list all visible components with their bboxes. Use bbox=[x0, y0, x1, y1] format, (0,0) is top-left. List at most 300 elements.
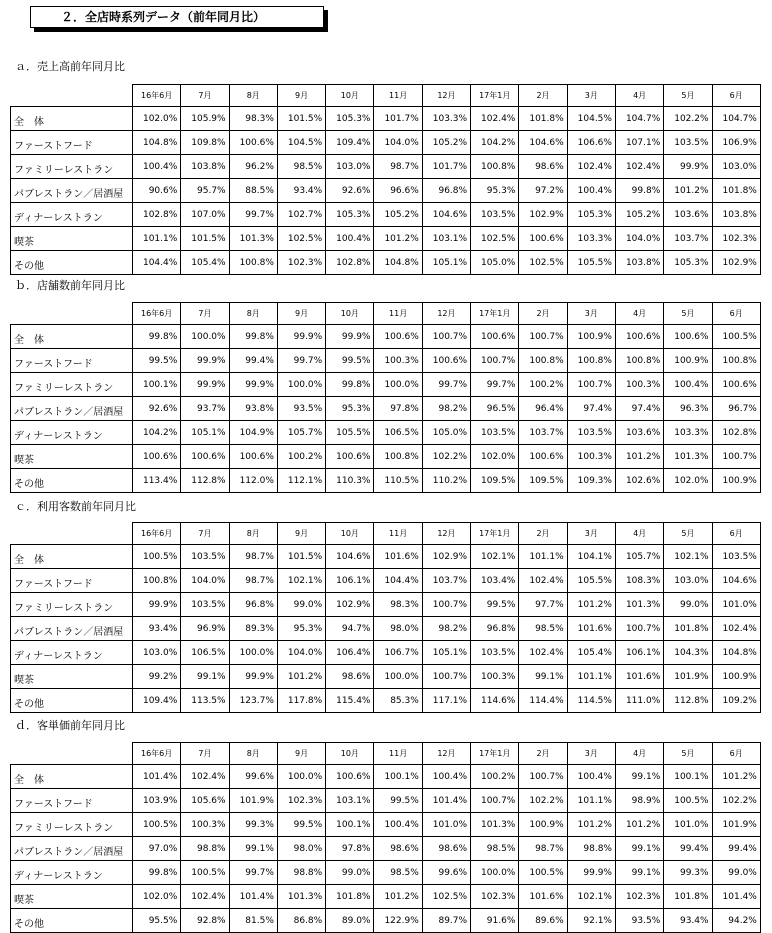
month-header: 4月 bbox=[615, 85, 663, 107]
value-cell: 103.5% bbox=[181, 593, 229, 617]
month-header: 16年6月 bbox=[133, 523, 181, 545]
value-cell: 109.2% bbox=[712, 689, 760, 713]
value-cell: 109.4% bbox=[133, 689, 181, 713]
value-cell: 104.8% bbox=[712, 641, 760, 665]
value-cell: 101.1% bbox=[567, 665, 615, 689]
value-cell: 104.8% bbox=[374, 251, 422, 275]
value-cell: 105.2% bbox=[422, 131, 470, 155]
value-cell: 109.8% bbox=[181, 131, 229, 155]
category-label: 全 体 bbox=[11, 545, 133, 569]
value-cell: 105.3% bbox=[326, 203, 374, 227]
value-cell: 99.1% bbox=[615, 861, 663, 885]
value-cell: 101.2% bbox=[567, 813, 615, 837]
value-cell: 96.6% bbox=[374, 179, 422, 203]
value-cell: 99.9% bbox=[229, 665, 277, 689]
value-cell: 100.5% bbox=[133, 545, 181, 569]
category-label: 全 体 bbox=[11, 107, 133, 131]
value-cell: 101.2% bbox=[615, 813, 663, 837]
value-cell: 98.0% bbox=[374, 617, 422, 641]
value-cell: 103.5% bbox=[181, 545, 229, 569]
value-cell: 100.8% bbox=[374, 445, 422, 469]
value-cell: 110.3% bbox=[326, 469, 374, 493]
value-cell: 100.5% bbox=[712, 325, 760, 349]
table-row bbox=[11, 397, 761, 421]
value-cell: 99.1% bbox=[615, 837, 663, 861]
category-label: 全 体 bbox=[11, 765, 133, 789]
value-cell: 99.6% bbox=[229, 765, 277, 789]
month-header: 9月 bbox=[277, 523, 325, 545]
month-header: 7月 bbox=[181, 303, 229, 325]
value-cell: 97.4% bbox=[615, 397, 663, 421]
value-cell: 99.0% bbox=[277, 593, 325, 617]
value-cell: 100.0% bbox=[181, 325, 229, 349]
category-label: 全 体 bbox=[11, 325, 133, 349]
value-cell: 97.7% bbox=[519, 593, 567, 617]
value-cell: 100.0% bbox=[277, 373, 325, 397]
value-cell: 104.0% bbox=[181, 569, 229, 593]
month-header: 4月 bbox=[615, 303, 663, 325]
value-cell: 99.7% bbox=[277, 349, 325, 373]
value-cell: 101.7% bbox=[422, 155, 470, 179]
value-cell: 99.6% bbox=[422, 861, 470, 885]
month-header: 7月 bbox=[181, 85, 229, 107]
value-cell: 95.5% bbox=[133, 909, 181, 933]
value-cell: 100.5% bbox=[181, 861, 229, 885]
value-cell: 93.4% bbox=[277, 179, 325, 203]
value-cell: 103.1% bbox=[422, 227, 470, 251]
category-label: ファミリーレストラン bbox=[11, 593, 133, 617]
value-cell: 102.4% bbox=[712, 617, 760, 641]
value-cell: 101.3% bbox=[471, 813, 519, 837]
value-cell: 106.7% bbox=[374, 641, 422, 665]
month-header: 8月 bbox=[229, 303, 277, 325]
value-cell: 98.3% bbox=[374, 593, 422, 617]
value-cell: 100.7% bbox=[422, 593, 470, 617]
value-cell: 98.2% bbox=[422, 397, 470, 421]
header-corner bbox=[11, 85, 133, 107]
value-cell: 103.1% bbox=[326, 789, 374, 813]
value-cell: 99.5% bbox=[133, 349, 181, 373]
value-cell: 105.6% bbox=[181, 789, 229, 813]
value-cell: 99.1% bbox=[181, 665, 229, 689]
value-cell: 99.5% bbox=[326, 349, 374, 373]
value-cell: 101.8% bbox=[664, 617, 712, 641]
month-header: 17年1月 bbox=[471, 743, 519, 765]
table-row bbox=[11, 349, 761, 373]
value-cell: 98.6% bbox=[326, 665, 374, 689]
value-cell: 102.1% bbox=[567, 885, 615, 909]
value-cell: 96.9% bbox=[181, 617, 229, 641]
month-header: 2月 bbox=[519, 303, 567, 325]
category-label: その他 bbox=[11, 469, 133, 493]
value-cell: 103.8% bbox=[712, 203, 760, 227]
value-cell: 105.7% bbox=[615, 545, 663, 569]
month-header: 10月 bbox=[326, 523, 374, 545]
value-cell: 101.7% bbox=[374, 107, 422, 131]
table-row bbox=[11, 107, 761, 131]
value-cell: 81.5% bbox=[229, 909, 277, 933]
value-cell: 100.0% bbox=[277, 765, 325, 789]
month-header: 8月 bbox=[229, 85, 277, 107]
value-cell: 97.2% bbox=[519, 179, 567, 203]
value-cell: 95.3% bbox=[277, 617, 325, 641]
value-cell: 105.0% bbox=[422, 421, 470, 445]
value-cell: 105.2% bbox=[374, 203, 422, 227]
value-cell: 93.8% bbox=[229, 397, 277, 421]
value-cell: 115.4% bbox=[326, 689, 374, 713]
value-cell: 100.4% bbox=[326, 227, 374, 251]
value-cell: 99.1% bbox=[615, 765, 663, 789]
value-cell: 104.5% bbox=[277, 131, 325, 155]
value-cell: 101.3% bbox=[277, 885, 325, 909]
category-label: 喫茶 bbox=[11, 885, 133, 909]
month-header: 2月 bbox=[519, 523, 567, 545]
value-cell: 99.0% bbox=[664, 593, 712, 617]
value-cell: 93.5% bbox=[615, 909, 663, 933]
table-row bbox=[11, 593, 761, 617]
month-header: 5月 bbox=[664, 303, 712, 325]
value-cell: 98.0% bbox=[277, 837, 325, 861]
value-cell: 100.9% bbox=[567, 325, 615, 349]
month-header: 7月 bbox=[181, 743, 229, 765]
value-cell: 88.5% bbox=[229, 179, 277, 203]
month-header: 17年1月 bbox=[471, 523, 519, 545]
month-header: 17年1月 bbox=[471, 85, 519, 107]
value-cell: 102.0% bbox=[133, 107, 181, 131]
value-cell: 98.8% bbox=[181, 837, 229, 861]
value-cell: 101.2% bbox=[615, 445, 663, 469]
value-cell: 103.7% bbox=[422, 569, 470, 593]
value-cell: 112.8% bbox=[664, 689, 712, 713]
value-cell: 112.8% bbox=[181, 469, 229, 493]
category-label: 喫茶 bbox=[11, 665, 133, 689]
value-cell: 102.4% bbox=[519, 641, 567, 665]
section-heading: ｄ．客単価前年同月比 bbox=[15, 719, 125, 732]
value-cell: 99.3% bbox=[229, 813, 277, 837]
value-cell: 100.8% bbox=[712, 349, 760, 373]
value-cell: 105.3% bbox=[326, 107, 374, 131]
value-cell: 100.6% bbox=[519, 227, 567, 251]
value-cell: 102.9% bbox=[422, 545, 470, 569]
value-cell: 103.3% bbox=[664, 421, 712, 445]
value-cell: 104.0% bbox=[277, 641, 325, 665]
value-cell: 100.9% bbox=[712, 665, 760, 689]
value-cell: 91.6% bbox=[471, 909, 519, 933]
month-header: 12月 bbox=[422, 743, 470, 765]
value-cell: 100.1% bbox=[374, 765, 422, 789]
value-cell: 104.4% bbox=[374, 569, 422, 593]
month-header: 16年6月 bbox=[133, 303, 181, 325]
value-cell: 109.3% bbox=[567, 469, 615, 493]
value-cell: 97.8% bbox=[374, 397, 422, 421]
table-row bbox=[11, 179, 761, 203]
value-cell: 114.6% bbox=[471, 689, 519, 713]
value-cell: 96.8% bbox=[471, 617, 519, 641]
value-cell: 99.9% bbox=[664, 155, 712, 179]
value-cell: 105.9% bbox=[181, 107, 229, 131]
value-cell: 100.6% bbox=[326, 445, 374, 469]
header-corner bbox=[11, 303, 133, 325]
data-table bbox=[10, 742, 761, 933]
value-cell: 98.7% bbox=[374, 155, 422, 179]
header-row bbox=[11, 85, 761, 107]
value-cell: 101.9% bbox=[712, 813, 760, 837]
value-cell: 122.9% bbox=[374, 909, 422, 933]
value-cell: 99.8% bbox=[133, 325, 181, 349]
value-cell: 102.5% bbox=[519, 251, 567, 275]
value-cell: 101.4% bbox=[422, 789, 470, 813]
value-cell: 93.5% bbox=[277, 397, 325, 421]
value-cell: 102.1% bbox=[664, 545, 712, 569]
month-header: 11月 bbox=[374, 85, 422, 107]
value-cell: 92.8% bbox=[181, 909, 229, 933]
header-row bbox=[11, 523, 761, 545]
month-header: 6月 bbox=[712, 743, 760, 765]
value-cell: 107.0% bbox=[181, 203, 229, 227]
value-cell: 102.5% bbox=[422, 885, 470, 909]
value-cell: 101.9% bbox=[664, 665, 712, 689]
value-cell: 100.7% bbox=[422, 325, 470, 349]
value-cell: 99.3% bbox=[664, 861, 712, 885]
value-cell: 102.8% bbox=[326, 251, 374, 275]
value-cell: 102.6% bbox=[615, 469, 663, 493]
category-label: ファーストフード bbox=[11, 789, 133, 813]
value-cell: 109.5% bbox=[471, 469, 519, 493]
value-cell: 99.9% bbox=[181, 373, 229, 397]
value-cell: 101.6% bbox=[374, 545, 422, 569]
value-cell: 100.8% bbox=[567, 349, 615, 373]
value-cell: 98.7% bbox=[229, 545, 277, 569]
value-cell: 105.1% bbox=[181, 421, 229, 445]
value-cell: 99.4% bbox=[229, 349, 277, 373]
value-cell: 99.8% bbox=[229, 325, 277, 349]
value-cell: 100.2% bbox=[471, 765, 519, 789]
value-cell: 100.9% bbox=[712, 469, 760, 493]
value-cell: 105.2% bbox=[615, 203, 663, 227]
value-cell: 85.3% bbox=[374, 689, 422, 713]
value-cell: 103.7% bbox=[664, 227, 712, 251]
month-header: 12月 bbox=[422, 85, 470, 107]
value-cell: 101.3% bbox=[615, 593, 663, 617]
value-cell: 103.5% bbox=[664, 131, 712, 155]
value-cell: 103.5% bbox=[567, 421, 615, 445]
category-label: パブレストラン／居酒屋 bbox=[11, 397, 133, 421]
value-cell: 100.7% bbox=[519, 765, 567, 789]
table-row bbox=[11, 445, 761, 469]
value-cell: 103.6% bbox=[615, 421, 663, 445]
value-cell: 101.0% bbox=[664, 813, 712, 837]
value-cell: 101.2% bbox=[374, 885, 422, 909]
value-cell: 100.5% bbox=[664, 789, 712, 813]
value-cell: 100.7% bbox=[712, 445, 760, 469]
value-cell: 102.3% bbox=[712, 227, 760, 251]
value-cell: 97.0% bbox=[133, 837, 181, 861]
table-row bbox=[11, 909, 761, 933]
value-cell: 102.2% bbox=[712, 789, 760, 813]
value-cell: 99.9% bbox=[229, 373, 277, 397]
month-header: 10月 bbox=[326, 85, 374, 107]
value-cell: 99.9% bbox=[133, 593, 181, 617]
table-row bbox=[11, 251, 761, 275]
value-cell: 100.6% bbox=[664, 325, 712, 349]
value-cell: 89.7% bbox=[422, 909, 470, 933]
value-cell: 99.1% bbox=[519, 665, 567, 689]
month-header: 5月 bbox=[664, 85, 712, 107]
month-header: 9月 bbox=[277, 85, 325, 107]
value-cell: 103.0% bbox=[133, 641, 181, 665]
value-cell: 100.3% bbox=[567, 445, 615, 469]
value-cell: 99.4% bbox=[712, 837, 760, 861]
value-cell: 100.7% bbox=[519, 325, 567, 349]
value-cell: 100.8% bbox=[229, 251, 277, 275]
value-cell: 103.3% bbox=[567, 227, 615, 251]
category-label: 喫茶 bbox=[11, 227, 133, 251]
value-cell: 98.6% bbox=[422, 837, 470, 861]
page-title: ２．全店時系列データ（前年同月比） bbox=[30, 6, 324, 28]
value-cell: 98.8% bbox=[277, 861, 325, 885]
table-row bbox=[11, 569, 761, 593]
value-cell: 99.4% bbox=[664, 837, 712, 861]
value-cell: 105.1% bbox=[422, 251, 470, 275]
value-cell: 102.0% bbox=[471, 445, 519, 469]
value-cell: 95.3% bbox=[326, 397, 374, 421]
value-cell: 102.4% bbox=[181, 765, 229, 789]
value-cell: 101.6% bbox=[615, 665, 663, 689]
value-cell: 104.0% bbox=[615, 227, 663, 251]
value-cell: 100.1% bbox=[664, 765, 712, 789]
month-header: 6月 bbox=[712, 85, 760, 107]
month-header: 10月 bbox=[326, 303, 374, 325]
category-label: その他 bbox=[11, 251, 133, 275]
month-header: 2月 bbox=[519, 743, 567, 765]
value-cell: 93.4% bbox=[664, 909, 712, 933]
table-row bbox=[11, 813, 761, 837]
value-cell: 102.5% bbox=[471, 227, 519, 251]
value-cell: 102.9% bbox=[326, 593, 374, 617]
category-label: その他 bbox=[11, 689, 133, 713]
value-cell: 100.6% bbox=[374, 325, 422, 349]
category-label: その他 bbox=[11, 909, 133, 933]
value-cell: 107.1% bbox=[615, 131, 663, 155]
value-cell: 97.4% bbox=[567, 397, 615, 421]
value-cell: 95.3% bbox=[471, 179, 519, 203]
value-cell: 100.7% bbox=[615, 617, 663, 641]
value-cell: 101.2% bbox=[374, 227, 422, 251]
value-cell: 98.9% bbox=[615, 789, 663, 813]
value-cell: 100.4% bbox=[567, 765, 615, 789]
table-row bbox=[11, 641, 761, 665]
value-cell: 99.8% bbox=[615, 179, 663, 203]
value-cell: 110.5% bbox=[374, 469, 422, 493]
month-header: 4月 bbox=[615, 523, 663, 545]
value-cell: 102.4% bbox=[615, 155, 663, 179]
value-cell: 103.0% bbox=[712, 155, 760, 179]
section-heading: ｂ．店舗数前年同月比 bbox=[15, 279, 125, 292]
value-cell: 99.8% bbox=[326, 373, 374, 397]
value-cell: 100.0% bbox=[374, 373, 422, 397]
value-cell: 101.5% bbox=[277, 545, 325, 569]
value-cell: 102.3% bbox=[471, 885, 519, 909]
value-cell: 105.0% bbox=[471, 251, 519, 275]
value-cell: 104.1% bbox=[567, 545, 615, 569]
value-cell: 100.6% bbox=[133, 445, 181, 469]
value-cell: 93.4% bbox=[133, 617, 181, 641]
value-cell: 100.6% bbox=[326, 765, 374, 789]
value-cell: 100.2% bbox=[277, 445, 325, 469]
value-cell: 104.0% bbox=[374, 131, 422, 155]
value-cell: 114.4% bbox=[519, 689, 567, 713]
value-cell: 102.4% bbox=[519, 569, 567, 593]
value-cell: 103.7% bbox=[519, 421, 567, 445]
value-cell: 112.0% bbox=[229, 469, 277, 493]
value-cell: 113.5% bbox=[181, 689, 229, 713]
table-row bbox=[11, 665, 761, 689]
value-cell: 99.9% bbox=[326, 325, 374, 349]
month-header: 16年6月 bbox=[133, 85, 181, 107]
value-cell: 101.0% bbox=[422, 813, 470, 837]
category-label: パブレストラン／居酒屋 bbox=[11, 617, 133, 641]
month-header: 9月 bbox=[277, 303, 325, 325]
value-cell: 101.4% bbox=[229, 885, 277, 909]
value-cell: 101.6% bbox=[567, 617, 615, 641]
value-cell: 101.8% bbox=[664, 885, 712, 909]
month-header: 2月 bbox=[519, 85, 567, 107]
month-header: 6月 bbox=[712, 523, 760, 545]
value-cell: 102.7% bbox=[277, 203, 325, 227]
table-row bbox=[11, 861, 761, 885]
table-row bbox=[11, 131, 761, 155]
value-cell: 100.4% bbox=[664, 373, 712, 397]
value-cell: 117.8% bbox=[277, 689, 325, 713]
value-cell: 101.1% bbox=[567, 789, 615, 813]
value-cell: 102.3% bbox=[277, 789, 325, 813]
value-cell: 101.8% bbox=[326, 885, 374, 909]
value-cell: 94.2% bbox=[712, 909, 760, 933]
value-cell: 100.8% bbox=[133, 569, 181, 593]
value-cell: 102.2% bbox=[422, 445, 470, 469]
month-header: 9月 bbox=[277, 743, 325, 765]
value-cell: 104.2% bbox=[133, 421, 181, 445]
value-cell: 100.8% bbox=[471, 155, 519, 179]
value-cell: 101.1% bbox=[133, 227, 181, 251]
value-cell: 100.6% bbox=[471, 325, 519, 349]
value-cell: 100.8% bbox=[615, 349, 663, 373]
value-cell: 100.7% bbox=[422, 665, 470, 689]
value-cell: 101.8% bbox=[519, 107, 567, 131]
value-cell: 100.6% bbox=[181, 445, 229, 469]
table-row bbox=[11, 227, 761, 251]
value-cell: 104.6% bbox=[326, 545, 374, 569]
value-cell: 98.2% bbox=[422, 617, 470, 641]
value-cell: 100.7% bbox=[471, 789, 519, 813]
value-cell: 102.8% bbox=[133, 203, 181, 227]
value-cell: 111.0% bbox=[615, 689, 663, 713]
value-cell: 99.2% bbox=[133, 665, 181, 689]
month-header: 3月 bbox=[567, 743, 615, 765]
month-header: 5月 bbox=[664, 523, 712, 545]
value-cell: 101.2% bbox=[712, 765, 760, 789]
value-cell: 94.7% bbox=[326, 617, 374, 641]
value-cell: 99.1% bbox=[229, 837, 277, 861]
value-cell: 100.4% bbox=[374, 813, 422, 837]
value-cell: 104.2% bbox=[471, 131, 519, 155]
category-label: ディナーレストラン bbox=[11, 203, 133, 227]
value-cell: 103.5% bbox=[471, 421, 519, 445]
value-cell: 100.3% bbox=[374, 349, 422, 373]
table-row bbox=[11, 837, 761, 861]
value-cell: 101.1% bbox=[519, 545, 567, 569]
value-cell: 103.5% bbox=[471, 641, 519, 665]
